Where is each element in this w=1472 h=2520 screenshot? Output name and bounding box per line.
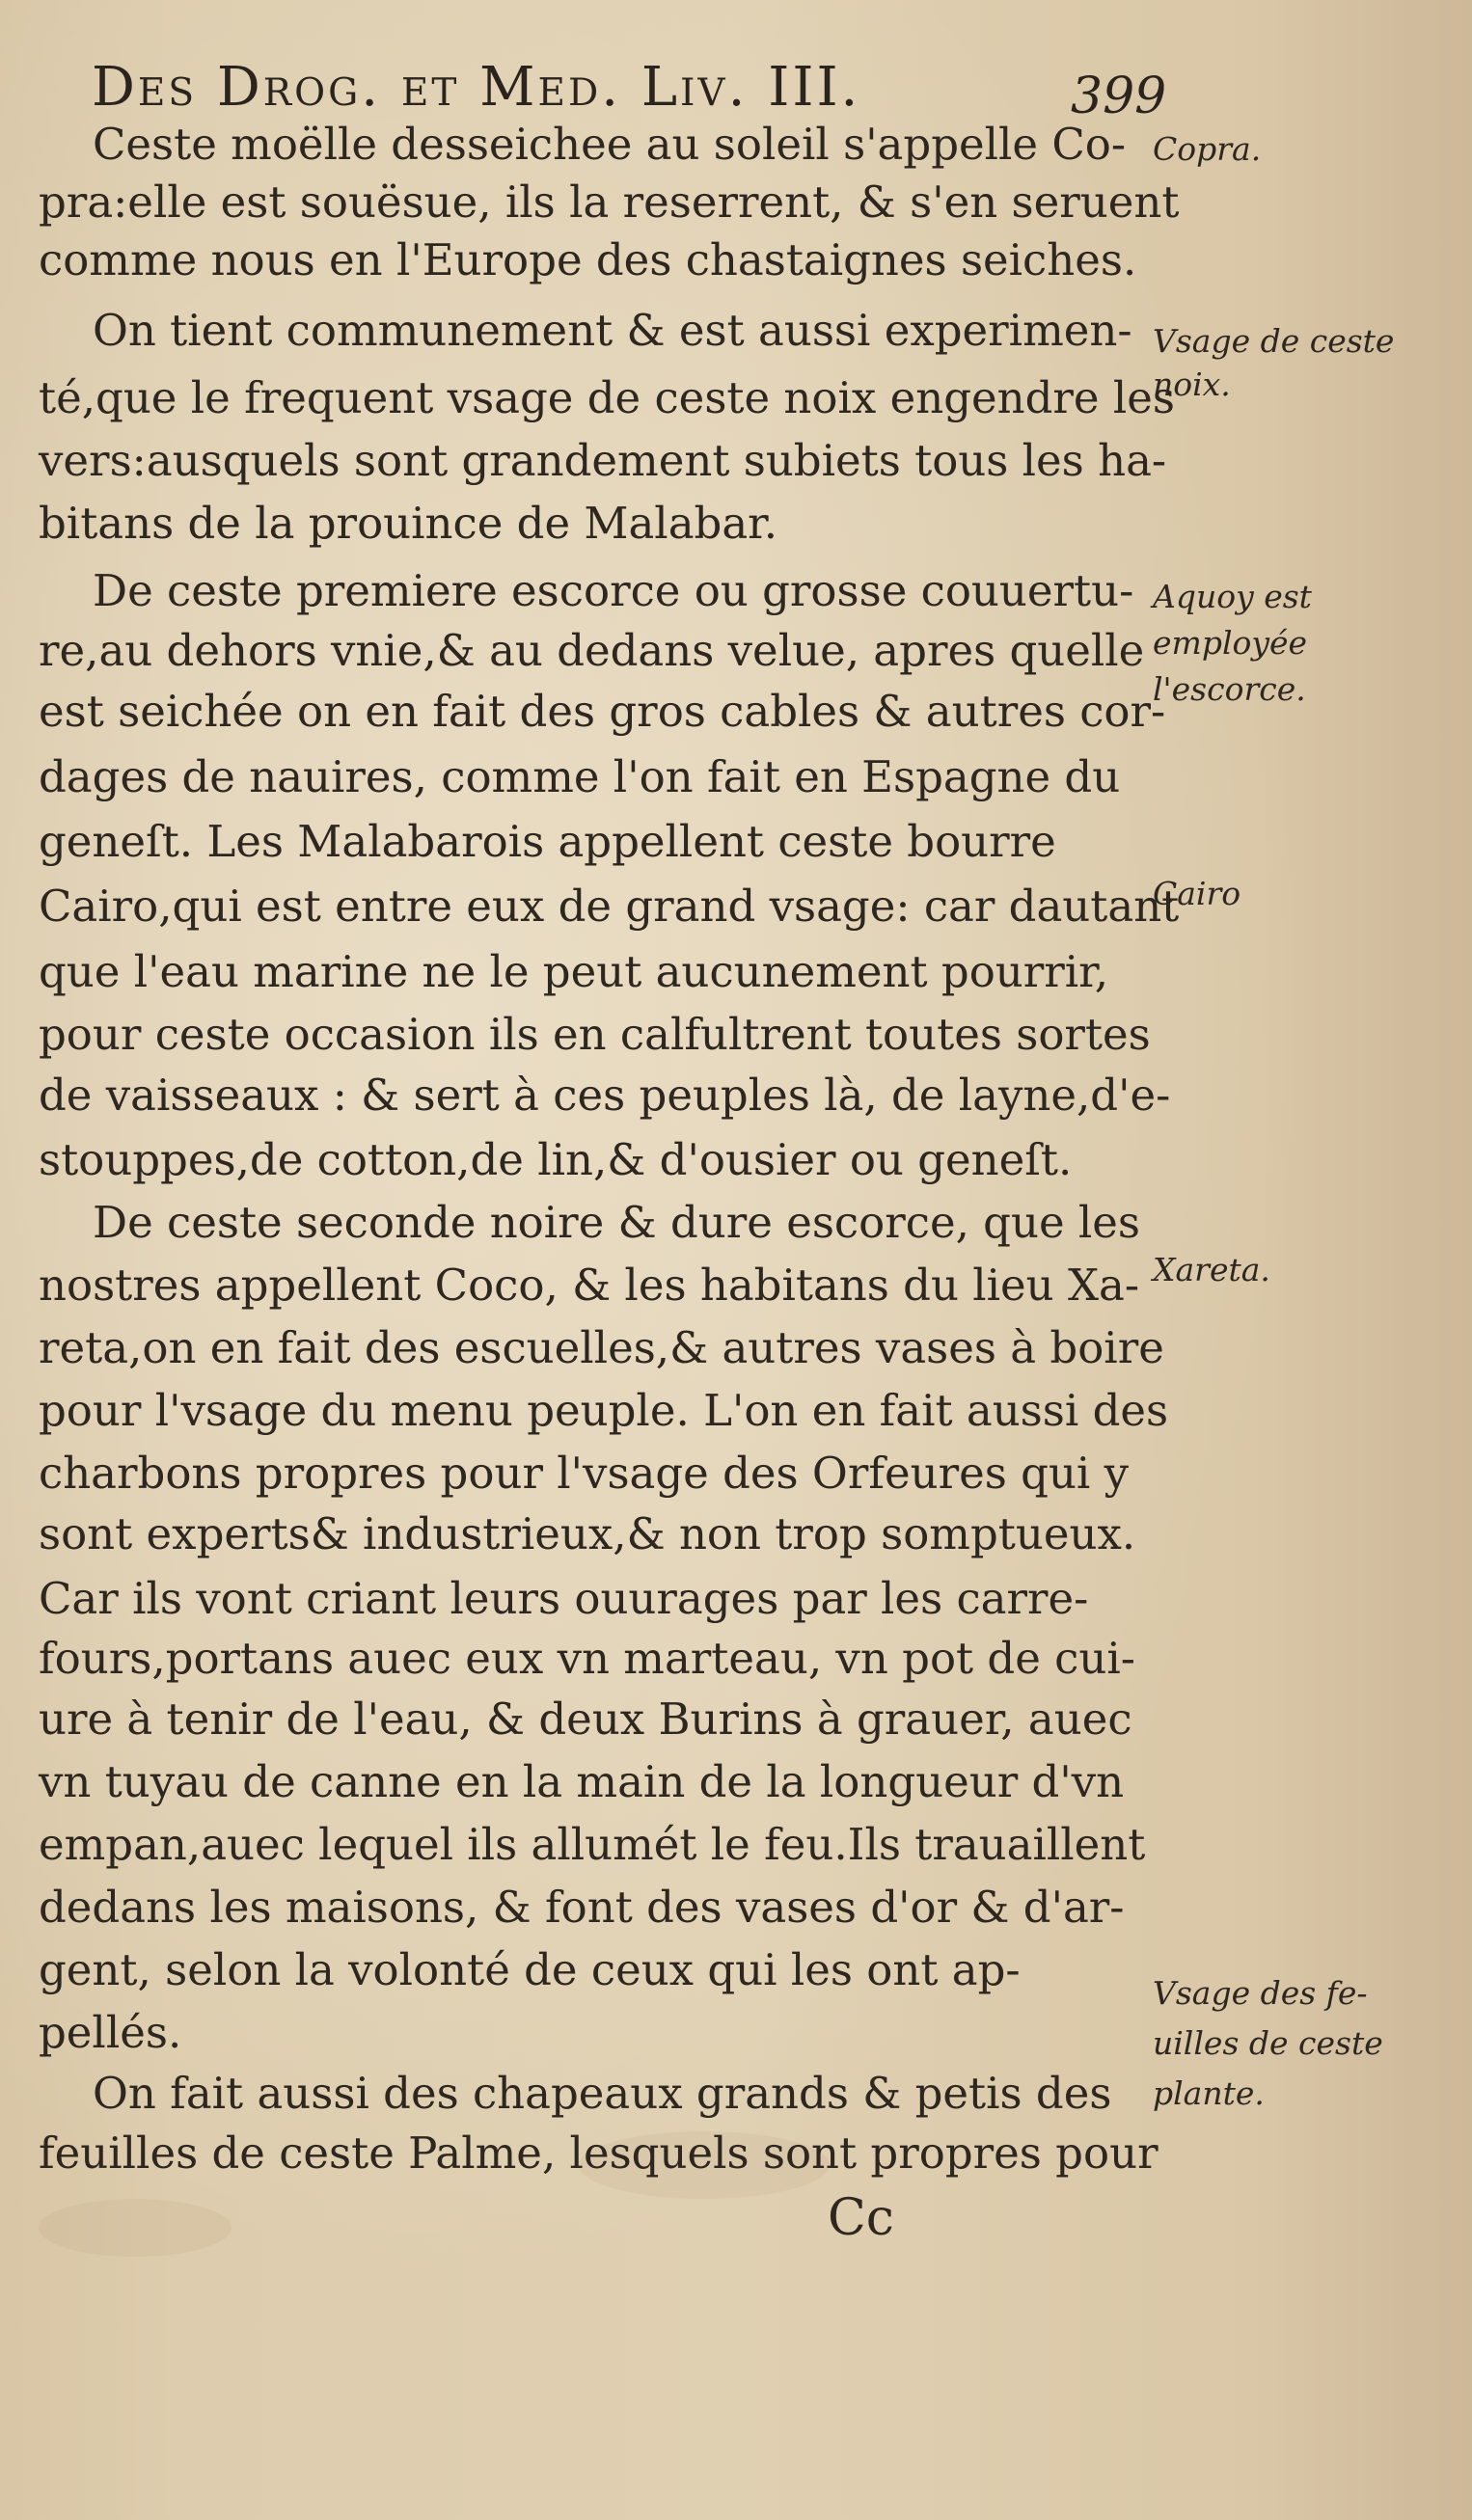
text-line: vn tuyau de canne en la main de la longueur d'vn — [39, 1756, 1125, 1807]
text-line: feuilles de ceste Palme, lesquels sont propres pour — [39, 2127, 1159, 2179]
text-line: empan,auec lequel ils allumét le feu.Ils trauaillent — [39, 1819, 1146, 1870]
page-number: 399 — [1071, 68, 1167, 125]
text-line: Cairo,qui est entre eux de grand vsage: car dautant — [39, 881, 1180, 932]
text-line: vers:ausquels sont grandement subiets tous les ha- — [39, 435, 1167, 486]
text-line: De ceste premiere escorce ou grosse couuertu- — [93, 565, 1134, 616]
text-line: té,que le frequent vsage de ceste noix engendre les — [39, 372, 1175, 423]
text-line: comme nous en l'Europe des chastaignes seiches. — [39, 234, 1137, 285]
text-line: Car ils vont criant leurs ouurages par les carre- — [39, 1573, 1089, 1624]
margin-note-line: l'escorce. — [1153, 670, 1306, 708]
text-line: fours,portans auec eux vn marteau, vn pot de cui- — [39, 1633, 1135, 1684]
text-line: de vaisseaux : & sert à ces peuples là, de layne,d'e- — [39, 1070, 1171, 1121]
text-line: sont experts& industrieux,& non trop somptueux. — [39, 1508, 1136, 1559]
page-header — [92, 50, 1167, 127]
margin-note-line: employée — [1153, 624, 1308, 662]
text-line: reta,on en fait des escuelles,& autres vases à boire — [39, 1322, 1164, 1373]
margin-note-line: Vsage des fe- — [1153, 1974, 1368, 2012]
margin-note-line: uilles de ceste — [1153, 2024, 1383, 2062]
text-line: bitans de la prouince de Malabar. — [39, 498, 778, 549]
margin-note-line: Vsage de ceste — [1153, 322, 1395, 360]
margin-note-line: noix. — [1153, 366, 1231, 403]
signature-mark: Cc — [828, 2189, 894, 2247]
text-line: On tient communement & est aussi experimen- — [93, 305, 1132, 356]
running-head: Des Drog. et Med. Liv. III. — [92, 56, 861, 119]
margin-note-line: Copra. — [1153, 130, 1262, 168]
text-line: nostres appellent Coco, & les habitans du lieu Xa- — [39, 1260, 1140, 1311]
text-line: dages de nauires, comme l'on fait en Espagne du — [39, 751, 1121, 802]
text-line: gent, selon la volonté de ceux qui les ont ap- — [39, 1944, 1021, 1995]
text-line: geneſt. Les Malabarois appellent ceste bourre — [39, 816, 1056, 867]
text-line: pellés. — [39, 2007, 182, 2058]
margin-note-line: plante. — [1153, 2074, 1265, 2112]
text-line: charbons propres pour l'vsage des Orfeures qui y — [39, 1448, 1130, 1499]
text-line: que l'eau marine ne le peut aucunement pourrir, — [39, 946, 1109, 997]
text-line: re,au dehors vnie,& au dedans velue, apres quelle — [39, 625, 1145, 676]
text-line: On fait aussi des chapeaux grands & petis des — [93, 2068, 1112, 2119]
text-line: est seichée on en fait des gros cables & autres cor- — [39, 686, 1166, 737]
margin-note-line: Xareta. — [1153, 1251, 1270, 1288]
margin-note-line: Aquoy est — [1153, 578, 1312, 615]
text-line: Ceste moëlle desseichee au soleil s'appelle Co- — [93, 119, 1127, 170]
margin-note-line: Cairo — [1153, 875, 1241, 912]
page-stain — [39, 2199, 232, 2257]
text-line: pra:elle est souësue, ils la reserrent, & s'en seruent — [39, 176, 1180, 228]
text-line: pour ceste occasion ils en calfultrent toutes sortes — [39, 1009, 1151, 1060]
text-line: dedans les maisons, & font des vases d'or & d'ar- — [39, 1882, 1125, 1933]
text-line: pour l'vsage du menu peuple. L'on en fait aussi des — [39, 1385, 1169, 1436]
text-line: ure à tenir de l'eau, & deux Burins à grauer, auec — [39, 1694, 1132, 1745]
text-line: stouppes,de cotton,de lin,& d'ousier ou geneſt. — [39, 1134, 1073, 1185]
text-line: De ceste seconde noire & dure escorce, que les — [93, 1197, 1141, 1248]
